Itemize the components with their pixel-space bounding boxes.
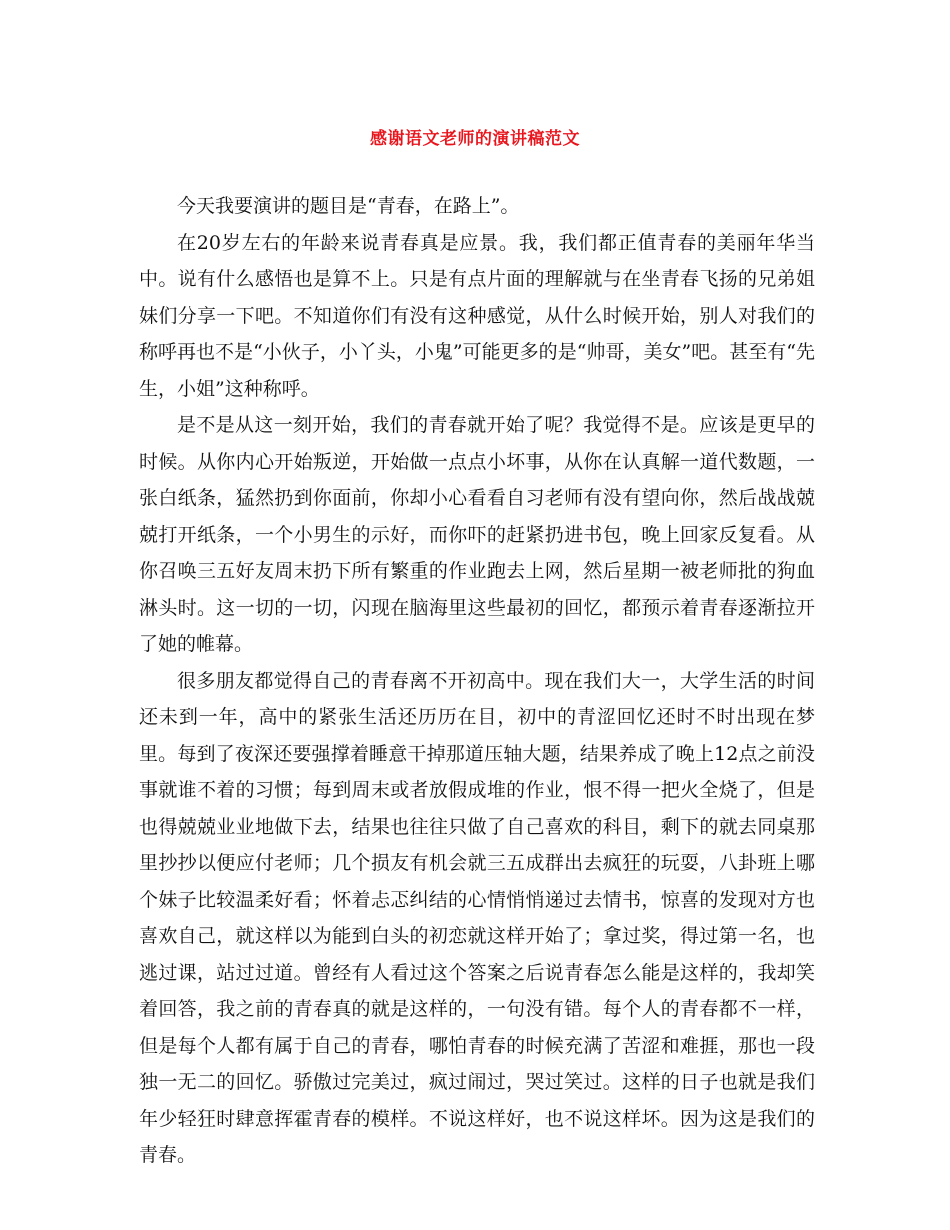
- paragraph-3: 是不是从这一刻开始，我们的青春就开始了呢？我觉得不是。应该是更早的时候。从你内心开始叛逆，开始做一点点小坏事，从你在认真解一道代数题，一张白纸条，猛然扔到你面前，你却小心看看自习老师有没有望向你，然后战战兢兢打开纸条，一个小男生的示好，而你吓的赶紧扔进书包，晚上回家反复看。从你召唤三五好友周末扔下所有繁重的作业跑去上网，然后星期一被老师批的狗血淋头时。这一切的一切，闪现在脑海里这些最初的回忆，都预示着青春逐渐拉开了她的帷幕。: [139, 414, 815, 655]
- document-body: [139, 188, 815, 1174]
- paragraph-1: 今天我要演讲的题目是“青春，在路上”。: [177, 195, 520, 217]
- paragraph-4: 很多朋友都觉得自己的青春离不开初高中。现在我们大一，大学生活的时间还未到一年，高中的紧张生活还历历在目，初中的青涩回忆还时不时出现在梦里。每到了夜深还要强撑着睡意干掉那道压轴大题，结果养成了晚上12点之前没事就谁不着的习惯；每到周末或者放假成堆的作业，恨不得一把火全烧了，但是也得兢兢业业地做下去，结果也往往只做了自己喜欢的科目，剩下的就去同桌那里抄抄以便应付老师；几个损友有机会就三五成群出去疯狂的玩耍，八卦班上哪个妹子比较温柔好看；怀着忐忑纠结的心情悄悄递过去情书，惊喜的发现对方也喜欢自己，就这样以为能到白头的初恋就这样开始了；拿过奖，得过第一名，也逃过课，站过过道。曾经有人看过这个答案之后说青春怎么能是这样的，我却笑着回答，我之前的青春真的就是这样的，一句没有错。每个人的青春都不一样，但是每个人都有属于自己的青春，哪怕青春的时候充满了苦涩和难捱，那也一段独一无二的回忆。骄傲过完美过，疯过闹过，哭过笑过。这样的日子也就是我们年少轻狂时肆意挥霍青春的模样。不说这样好，也不说这样坏。因为这是我们的青春。: [139, 669, 815, 1166]
- paragraph-2: 在20岁左右的年龄来说青春真是应景。我，我们都正值青春的美丽年华当中。说有什么感悟也是算不上。只是有点片面的理解就与在坐青春飞扬的兄弟姐妹们分享一下吧。不知道你们有没有这种感觉，从什么时候开始，别人对我们的称呼再也不是“小伙子，小丫头，小鬼”可能更多的是“帅哥，美女”吧。甚至有“先生，小姐”这种称呼。: [139, 231, 815, 400]
- document-title: 感谢语文老师的演讲稿范文: [370, 129, 580, 149]
